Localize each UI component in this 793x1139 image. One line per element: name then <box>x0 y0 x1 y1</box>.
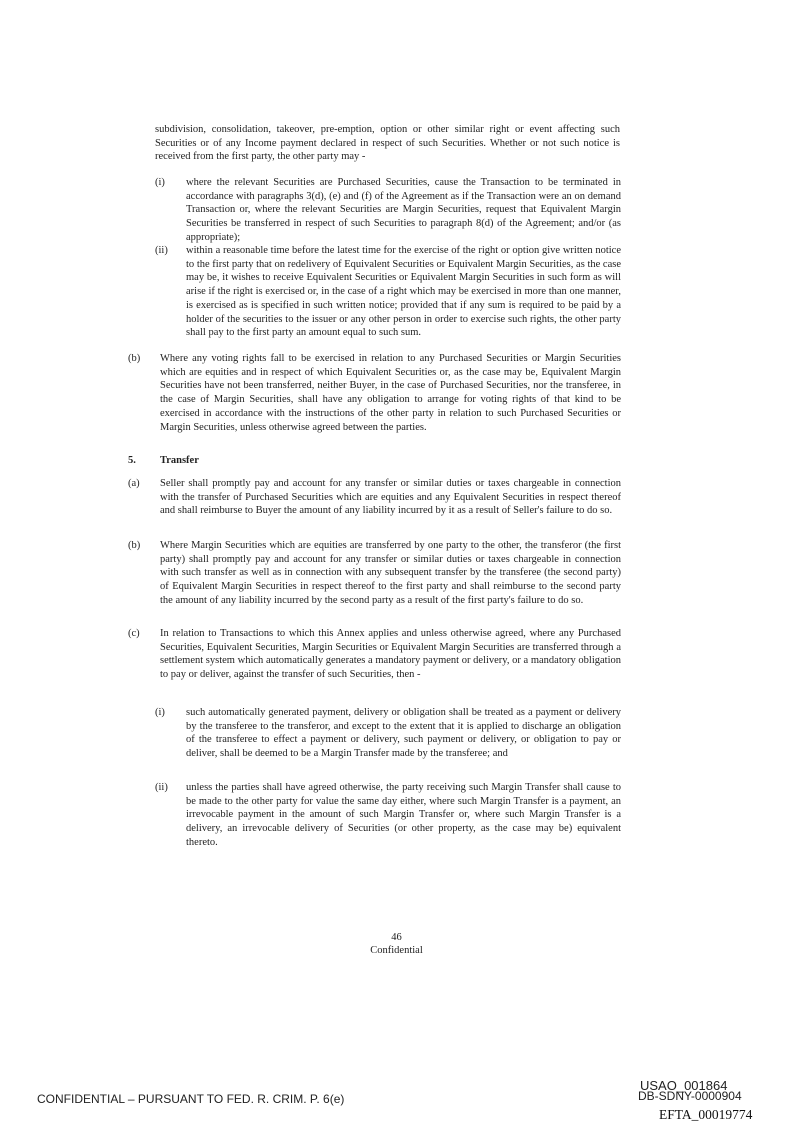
section-title: Transfer <box>160 455 199 466</box>
list-text: where the relevant Securities are Purchased Securities, cause the Transaction to be terminated in accordance with paragraphs 3(d), (e) and (f) of the Agreement as if the Transaction were an on demand Transaction or, where the relevant Securities are Margin Securities, request that Equivalent Margin Securities be transferred in respect of such Securities to paragraph 8(d) of the Agreement; and/or (as appropriate); <box>186 177 621 243</box>
intro-paragraph: subdivision, consolidation, takeover, pre-emption, option or other similar right or event affecting such Securities or of any Income payment declared in respect of such Securities. Whether or not such notice is received from the first party, the other party may - <box>155 124 620 163</box>
section-number: 5. <box>128 455 136 466</box>
list-text: such automatically generated payment, delivery or obligation shall be treated as a payment or delivery by the transferee to the transferor, and except to the extent that it is applied to discharge an obligation of the transferee to effect a payment or delivery, such payment or delivery, or obligation to pay or deliver, shall be deemed to be a Margin Transfer made by the transferee; and <box>186 707 621 760</box>
clause-text: Where any voting rights fall to be exercised in relation to any Purchased Securities or Margin Securities which are equities and in respect of which Equivalent Securities or, as the case may be, Equivalent Margin Securities have not been transferred, neither Buyer, in the case of Purchased Securities, nor the transferee, in the case of Margin Securities, shall have any obligation to arrange for voting rights of that kind to be exercised in accordance with the instructions of the other party in relation to such Purchased Securities or Margin Securities, unless otherwise agreed between the parties. <box>160 353 621 433</box>
clause-label: (c) <box>128 628 140 639</box>
confidential-notice-stamp: CONFIDENTIAL – PURSUANT TO FED. R. CRIM. P. 6(e) <box>37 1092 345 1106</box>
list-text: within a reasonable time before the latest time for the exercise of the right or option give written notice to the first party that on redelivery of Equivalent Securities or Equivalent Margin Securities, as the case may be, it wishes to receive Equivalent Securities or Equivalent Margin Securities in such form as will arise if the right is exercised or, in the case of a right which may be exercised in more than one manner, is exercised as is specified in such written notice; provided that if any sum is required to be paid by a holder of the securities to the issuer or any other person in order to exercise such rights, the other party shall pay to the first party an amount equal to such sum. <box>186 245 621 339</box>
clause-text: In relation to Transactions to which this Annex applies and unless otherwise agreed, where any Purchased Securities, Equivalent Securities, Margin Securities or Equivalent Margin Securities are transferred through a settlement system which automatically generates a mandatory payment or delivery, or a mandatory obligation to pay or deliver, against the transfer of such Securities, then - <box>160 628 621 681</box>
list-label: (i) <box>155 177 165 188</box>
clause-label: (b) <box>128 353 141 364</box>
db-bates-stamp: DB-SDNY-0000904 <box>638 1089 742 1103</box>
list-label: (ii) <box>155 245 168 256</box>
clause-label: (a) <box>128 478 140 489</box>
page-number: 46 <box>391 932 402 943</box>
list-text: unless the parties shall have agreed otherwise, the party receiving such Margin Transfer shall cause to be made to the other party for value the same day either, where such Margin Transfer is a payment, an irrevocable payment in the amount of such Margin Transfer or, where such Margin Transfer is a delivery, an irrevocable delivery of Securities (or other property, as the case may be) equivalent thereto. <box>186 782 621 848</box>
clause-text: Seller shall promptly pay and account for any transfer or similar duties or taxes chargeable in connection with the transfer of Purchased Securities which are equities and any Equivalent Securities in respect thereof and shall reimburse to Buyer the amount of any liability incurred by it as a result of Seller's failure to do so. <box>160 478 621 517</box>
clause-label: (b) <box>128 540 141 551</box>
usao-bates-stamp: USAO_001864 <box>640 1078 728 1093</box>
confidential-label: Confidential <box>370 945 423 956</box>
efta-bates-stamp: EFTA_00019774 <box>659 1107 753 1122</box>
list-label: (ii) <box>155 782 168 793</box>
clause-text: Where Margin Securities which are equities are transferred by one party to the other, the transferor (the first party) shall promptly pay and account for any transfer or similar duties or taxes chargeable in connection with such transfer as well as in connection with any subsequent transfer by the transferee (the second party) of Equivalent Margin Securities in respect thereof to the first party and shall reimburse to the second party the amount of any liability incurred by the second party as a result of the first party's failure to do so. <box>160 540 621 606</box>
list-label: (i) <box>155 707 165 718</box>
